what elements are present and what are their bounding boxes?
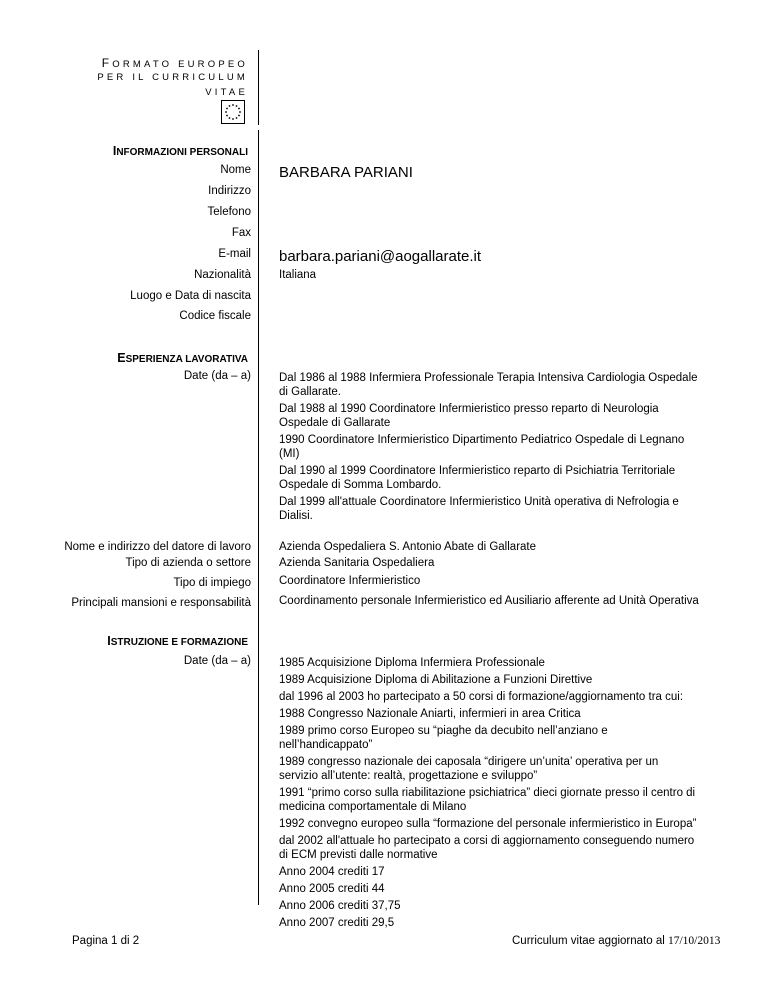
name-label: Nome <box>220 164 251 176</box>
eu-flag-icon <box>221 100 245 124</box>
education-entry: 1989 primo corso Europeo su “piaghe da decubito nell’anziano e nell’handicappato” <box>279 725 608 751</box>
updated-note <box>512 935 720 947</box>
education-entry: 1991 “primo corso sulla riabilitazione psichiatrica” dieci giornate presso il centro di medicina comportamentale di Milano <box>279 787 696 813</box>
birth-label: Luogo e Data di nascita <box>130 290 251 302</box>
education-date-label: Date (da – a) <box>183 655 251 667</box>
fax-label: Fax <box>231 227 251 239</box>
duties-value: Coordinamento personale Infermieristico ed Ausiliario afferente ad Unità Operativa <box>279 595 699 607</box>
tax-code-label: Codice fiscale <box>179 310 251 322</box>
page-number: Pagina 1 di 2 <box>72 935 140 947</box>
education-entry: dal 1996 al 2003 ho partecipato a 50 corsi di formazione/aggiornamento tra cui: <box>279 691 684 703</box>
cv-title-line-3: VITAE <box>205 87 248 98</box>
education-entry: Anno 2007 crediti 29,5 <box>279 917 395 929</box>
employer-label: Nome e indirizzo del datore di lavoro <box>64 541 251 553</box>
duties-label: Principali mansioni e responsabilità <box>71 597 251 609</box>
work-entry: Dal 1999 all'attuale Coordinatore Infermieristico Unità operativa di Nefrologia e Dialisi. <box>279 496 679 522</box>
updated-date: 17/10/2013 <box>667 935 721 947</box>
work-entries <box>279 371 699 526</box>
job-type-value: Coordinatore Infermieristico <box>279 575 421 587</box>
section-work-experience: ESPERIENZA LAVORATIVA <box>117 351 248 365</box>
education-entry: Anno 2005 crediti 44 <box>279 883 385 895</box>
employer-value: Azienda Ospedaliera S. Antonio Abate di Gallarate <box>279 541 537 553</box>
phone-label: Telefono <box>207 206 251 218</box>
cv-title-line-2: PER IL CURRICULUM <box>97 72 248 83</box>
education-entries <box>279 656 699 933</box>
email-label: E-mail <box>218 248 251 260</box>
email-value[interactable]: barbara.pariani@aogallarate.it <box>279 248 482 265</box>
work-entry: Dal 1988 al 1990 Coordinatore Infermieristico presso reparto di Neurologia Ospedale di Gallarate <box>279 403 659 429</box>
section-education: ISTRUZIONE E FORMAZIONE <box>107 634 248 648</box>
cv-title-line-1: FORMATO EUROPEO <box>101 56 248 70</box>
education-entry: 1992 convegno europeo sulla “formazione del personale infermieristico in Europa” <box>279 818 697 830</box>
education-entry: 1989 Acquisizione Diploma di Abilitazione a Funzioni Direttive <box>279 674 593 686</box>
work-entry: Dal 1990 al 1999 Coordinatore Infermieristico reparto di Psichiatria Territoriale Ospedale di Somma Lombardo. <box>279 465 676 491</box>
nationality-label: Nazionalità <box>194 269 251 281</box>
name-value: BARBARA PARIANI <box>279 164 413 181</box>
header-divider-line <box>258 50 259 125</box>
address-label: Indirizzo <box>208 185 251 197</box>
education-entry: 1988 Congresso Nazionale Aniarti, infermieri in area Critica <box>279 708 581 720</box>
education-entry: Anno 2004 crediti 17 <box>279 866 385 878</box>
sector-label: Tipo di azienda o settore <box>125 557 251 569</box>
education-entry: dal 2002 all'attuale ho partecipato a corsi di aggiornamento conseguendo numero di ECM previsti dalle normative <box>279 835 695 861</box>
work-entry: 1990 Coordinatore Infermieristico Dipartimento Pediatrico Ospedale di Legnano (MI) <box>279 434 685 460</box>
education-entry: 1989 congresso nazionale dei caposala “dirigere un’unita’ operativa per un servizio all’utente: realtà, progettazione e sviluppo” <box>279 756 659 782</box>
education-entry: Anno 2006 crediti 37,75 <box>279 900 401 912</box>
section-personal-info: INFORMAZIONI PERSONALI <box>112 144 248 158</box>
main-divider-line <box>258 130 259 905</box>
education-entry: 1985 Acquisizione Diploma Infermiera Professionale <box>279 657 545 669</box>
sector-value: Azienda Sanitaria Ospedaliera <box>279 557 435 569</box>
work-date-label: Date (da – a) <box>183 370 251 382</box>
updated-text: Curriculum vitae aggiornato al <box>512 935 668 947</box>
work-entry: Dal 1986 al 1988 Infermiera Professionale Terapia Intensiva Cardiologia Ospedale di Gallarate. <box>279 372 698 398</box>
nationality-value: Italiana <box>279 269 317 281</box>
job-type-label: Tipo di impiego <box>173 577 251 589</box>
